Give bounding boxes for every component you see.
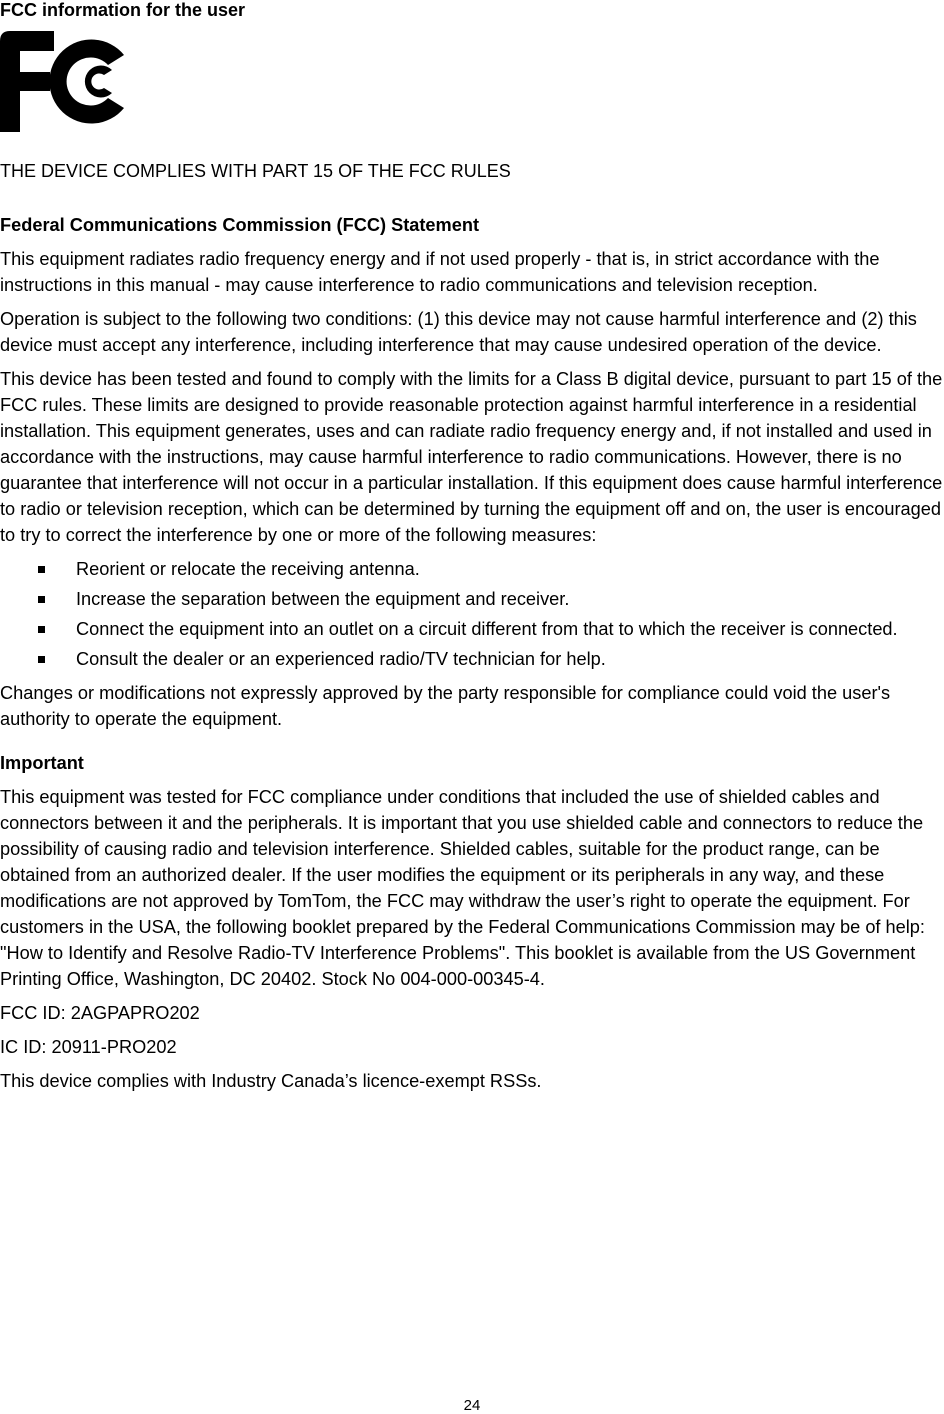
fcc-logo-icon (0, 31, 140, 132)
measures-list (0, 556, 944, 672)
canada-statement: This device complies with Industry Canada’s licence-exempt RSSs. (0, 1071, 542, 1091)
square-bullet-icon (38, 656, 45, 663)
statement-paragraph-2: Operation is subject to the following two conditions: (1) this device may not cause harmful interference and (2) this device must accept any interference, including interference that may cause undesired operation of the device. (0, 309, 917, 355)
list-item (0, 556, 944, 582)
page-title: FCC information for the user (0, 0, 246, 20)
list-item (0, 616, 944, 642)
page-number: 24 (463, 1397, 481, 1414)
measure-text: Increase the separation between the equipment and receiver. (76, 589, 570, 609)
square-bullet-icon (38, 626, 45, 633)
main-content (0, 212, 944, 1102)
important-heading: Important (0, 753, 84, 773)
square-bullet-icon (38, 596, 45, 603)
compliance-line: THE DEVICE COMPLIES WITH PART 15 OF THE FCC RULES (0, 161, 511, 181)
square-bullet-icon (38, 566, 45, 573)
list-item (0, 586, 944, 612)
fcc-id: FCC ID: 2AGPAPRO202 (0, 1003, 200, 1023)
statement-paragraph-4: Changes or modifications not expressly approved by the party responsible for compliance could void the user's authority to operate the equipment. (0, 683, 891, 729)
list-item (0, 646, 944, 672)
fcc-statement-heading: Federal Communications Commission (FCC) Statement (0, 215, 480, 235)
statement-paragraph-3: This device has been tested and found to comply with the limits for a Class B digital device, pursuant to part 15 of the FCC rules. These limits are designed to provide reasonable protection against harmful interference in a residential installation. This equipment generates, uses and can radiate radio frequency energy and, if not installed and used in accordance with the instructions, may cause harmful interference to radio communications. However, there is no guarantee that interference will not occur in a particular installation. If this equipment does cause harmful interference to radio or television reception, which can be determined by turning the equipment off and on, the user is encouraged to try to correct the interference by one or more of the following measures: (0, 369, 943, 545)
ic-id: IC ID: 20911-PRO202 (0, 1037, 177, 1057)
important-paragraph: This equipment was tested for FCC compliance under conditions that included the use of shielded cables and connectors between it and the peripherals. It is important that you use shielded cable and connectors to reduce the possibility of causing radio and television interference. Shielded cables, suitable for the product range, can be obtained from an authorized dealer. If the user modifies the equipment or its peripherals in any way, and these modifications are not approved by TomTom, the FCC may withdraw the user’s right to operate the equipment. For customers in the USA, the following booklet prepared by the Federal Communications Commission may be of help: "How to Identify and Resolve Radio-TV Interference Problems". This booklet is available from the US Government Printing Office, Washington, DC 20402. Stock No 004-000-00345-4. (0, 787, 925, 989)
statement-paragraph-1: This equipment radiates radio frequency energy and if not used properly - that is, in strict accordance with the instructions in this manual - may cause interference to radio communications and television reception. (0, 249, 880, 295)
measure-text: Connect the equipment into an outlet on a circuit different from that to which the receiver is connected. (76, 619, 898, 639)
measure-text: Reorient or relocate the receiving antenna. (76, 559, 420, 579)
measure-text: Consult the dealer or an experienced radio/TV technician for help. (76, 649, 606, 669)
